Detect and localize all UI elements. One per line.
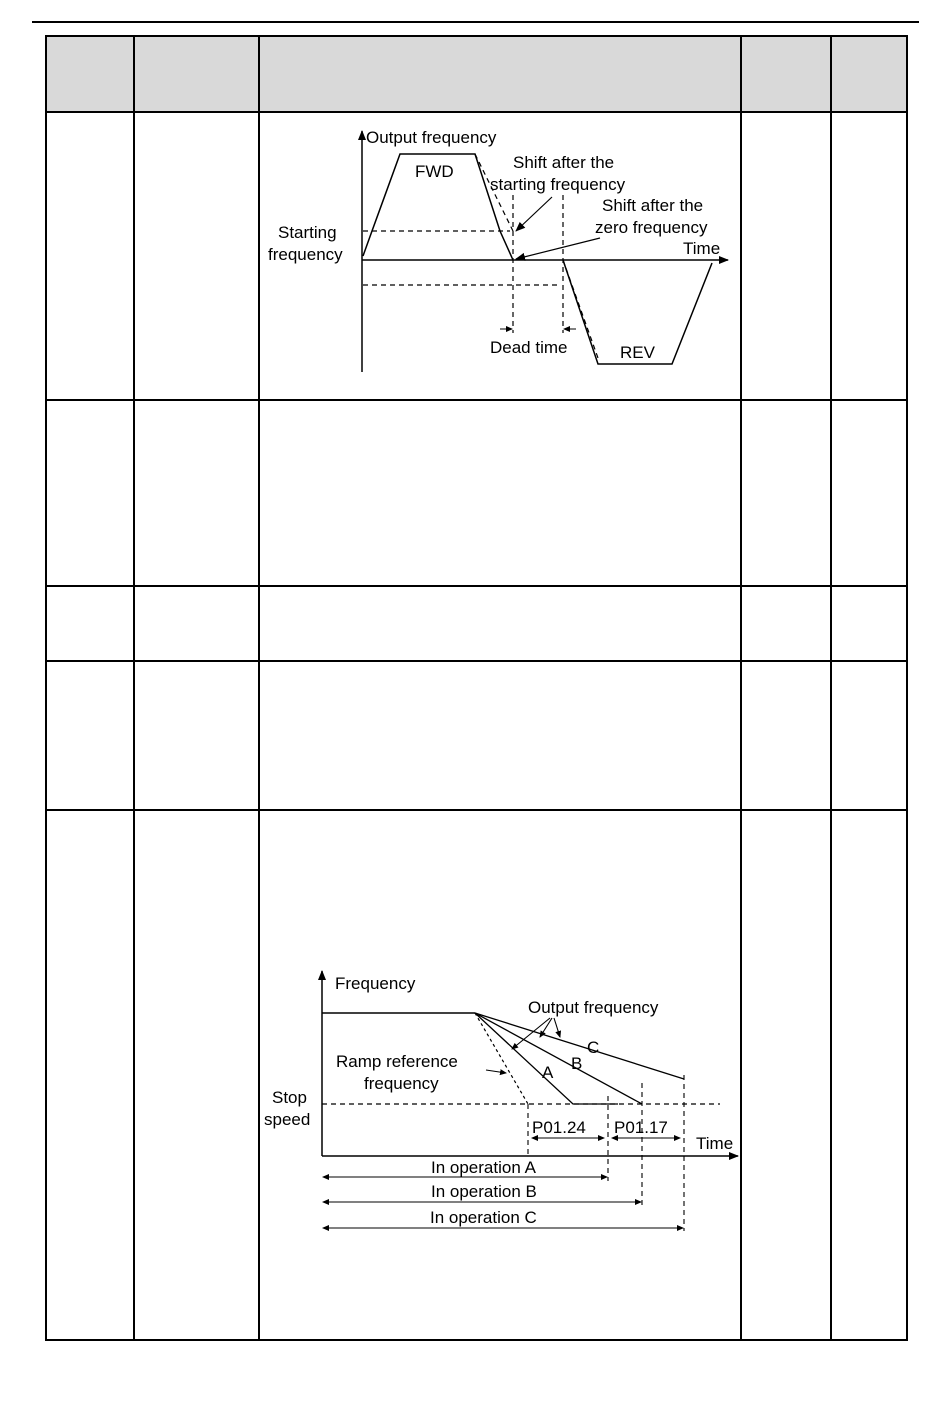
- table-cell: [259, 400, 741, 586]
- dead-time-label: Dead time: [490, 338, 568, 357]
- stop-speed-label-1: Stop: [272, 1088, 307, 1107]
- table-cell: [259, 586, 741, 661]
- table-row: [46, 810, 907, 1340]
- ramp-reference-pointer: [486, 1070, 506, 1073]
- table-cell: [46, 112, 134, 400]
- table-row: [46, 586, 907, 661]
- shift-zero-label-1: Shift after the: [602, 196, 704, 215]
- y-axis-label: Output frequency: [366, 128, 497, 147]
- stop-speed-diagram-cell: [259, 810, 741, 1340]
- shift-start-pointer: [516, 197, 552, 231]
- fwd-rev-diagram-cell: [259, 112, 741, 400]
- table-cell: [259, 661, 741, 810]
- table-header-row: [46, 36, 907, 112]
- table-cell: [741, 112, 831, 400]
- top-rule: [32, 21, 919, 23]
- table-cell: [831, 810, 907, 1340]
- curve-a-label: A: [542, 1063, 554, 1082]
- table-cell: [831, 112, 907, 400]
- table-cell: [134, 661, 259, 810]
- ramp-reference-label-1: Ramp reference: [336, 1052, 458, 1071]
- table-cell: [46, 810, 134, 1340]
- fwd-label: FWD: [415, 162, 454, 181]
- rev-label: REV: [620, 343, 655, 362]
- shift-start-label-2: starting frequency: [490, 175, 626, 194]
- shift-zero-label-2: zero frequency: [595, 218, 708, 237]
- table-cell: [46, 586, 134, 661]
- ramp-reference-label-2: frequency: [364, 1074, 439, 1093]
- table-cell: [741, 586, 831, 661]
- operation-c-label: In operation C: [430, 1208, 537, 1227]
- header-cell-description: [259, 36, 741, 112]
- fwd-rev-dead-time-diagram: [260, 113, 740, 394]
- starting-frequency-label-1: Starting: [278, 223, 337, 242]
- starting-frequency-label-2: frequency: [268, 245, 343, 264]
- table-row: [46, 112, 907, 400]
- table-cell: [46, 400, 134, 586]
- table-cell: [46, 661, 134, 810]
- table-row: [46, 661, 907, 810]
- table-cell: [134, 586, 259, 661]
- shift-start-label-1: Shift after the: [513, 153, 615, 172]
- table-cell: [741, 400, 831, 586]
- operation-a-label: In operation A: [431, 1158, 536, 1177]
- table-cell: [741, 810, 831, 1340]
- x-axis-label: Time: [696, 1134, 734, 1153]
- table-cell: [134, 810, 259, 1340]
- output-pointer-c: [554, 1018, 560, 1037]
- curve-c-label: C: [587, 1038, 600, 1057]
- x-axis-label: Time: [683, 239, 721, 258]
- y-axis-label: Frequency: [335, 974, 416, 993]
- shift-zero-pointer: [516, 238, 600, 259]
- curve-b-label: B: [571, 1054, 583, 1073]
- output-frequency-label: Output frequency: [528, 998, 659, 1017]
- header-cell-name: [134, 36, 259, 112]
- table-cell: [134, 112, 259, 400]
- parameter-table: [45, 35, 908, 1341]
- table-row: [46, 400, 907, 586]
- stop-speed-label-2: speed: [264, 1110, 311, 1129]
- table-cell: [741, 661, 831, 810]
- table-cell: [831, 586, 907, 661]
- stop-speed-diagram: [260, 811, 740, 1334]
- table-cell: [831, 661, 907, 810]
- header-cell-function-code: [46, 36, 134, 112]
- p0117-label: P01.17: [614, 1118, 668, 1137]
- table-cell: [134, 400, 259, 586]
- output-pointer-a: [512, 1018, 550, 1049]
- p0124-label: P01.24: [532, 1118, 586, 1137]
- table-cell: [831, 400, 907, 586]
- operation-b-label: In operation B: [431, 1182, 537, 1201]
- header-cell-default: [741, 36, 831, 112]
- header-cell-modify: [831, 36, 907, 112]
